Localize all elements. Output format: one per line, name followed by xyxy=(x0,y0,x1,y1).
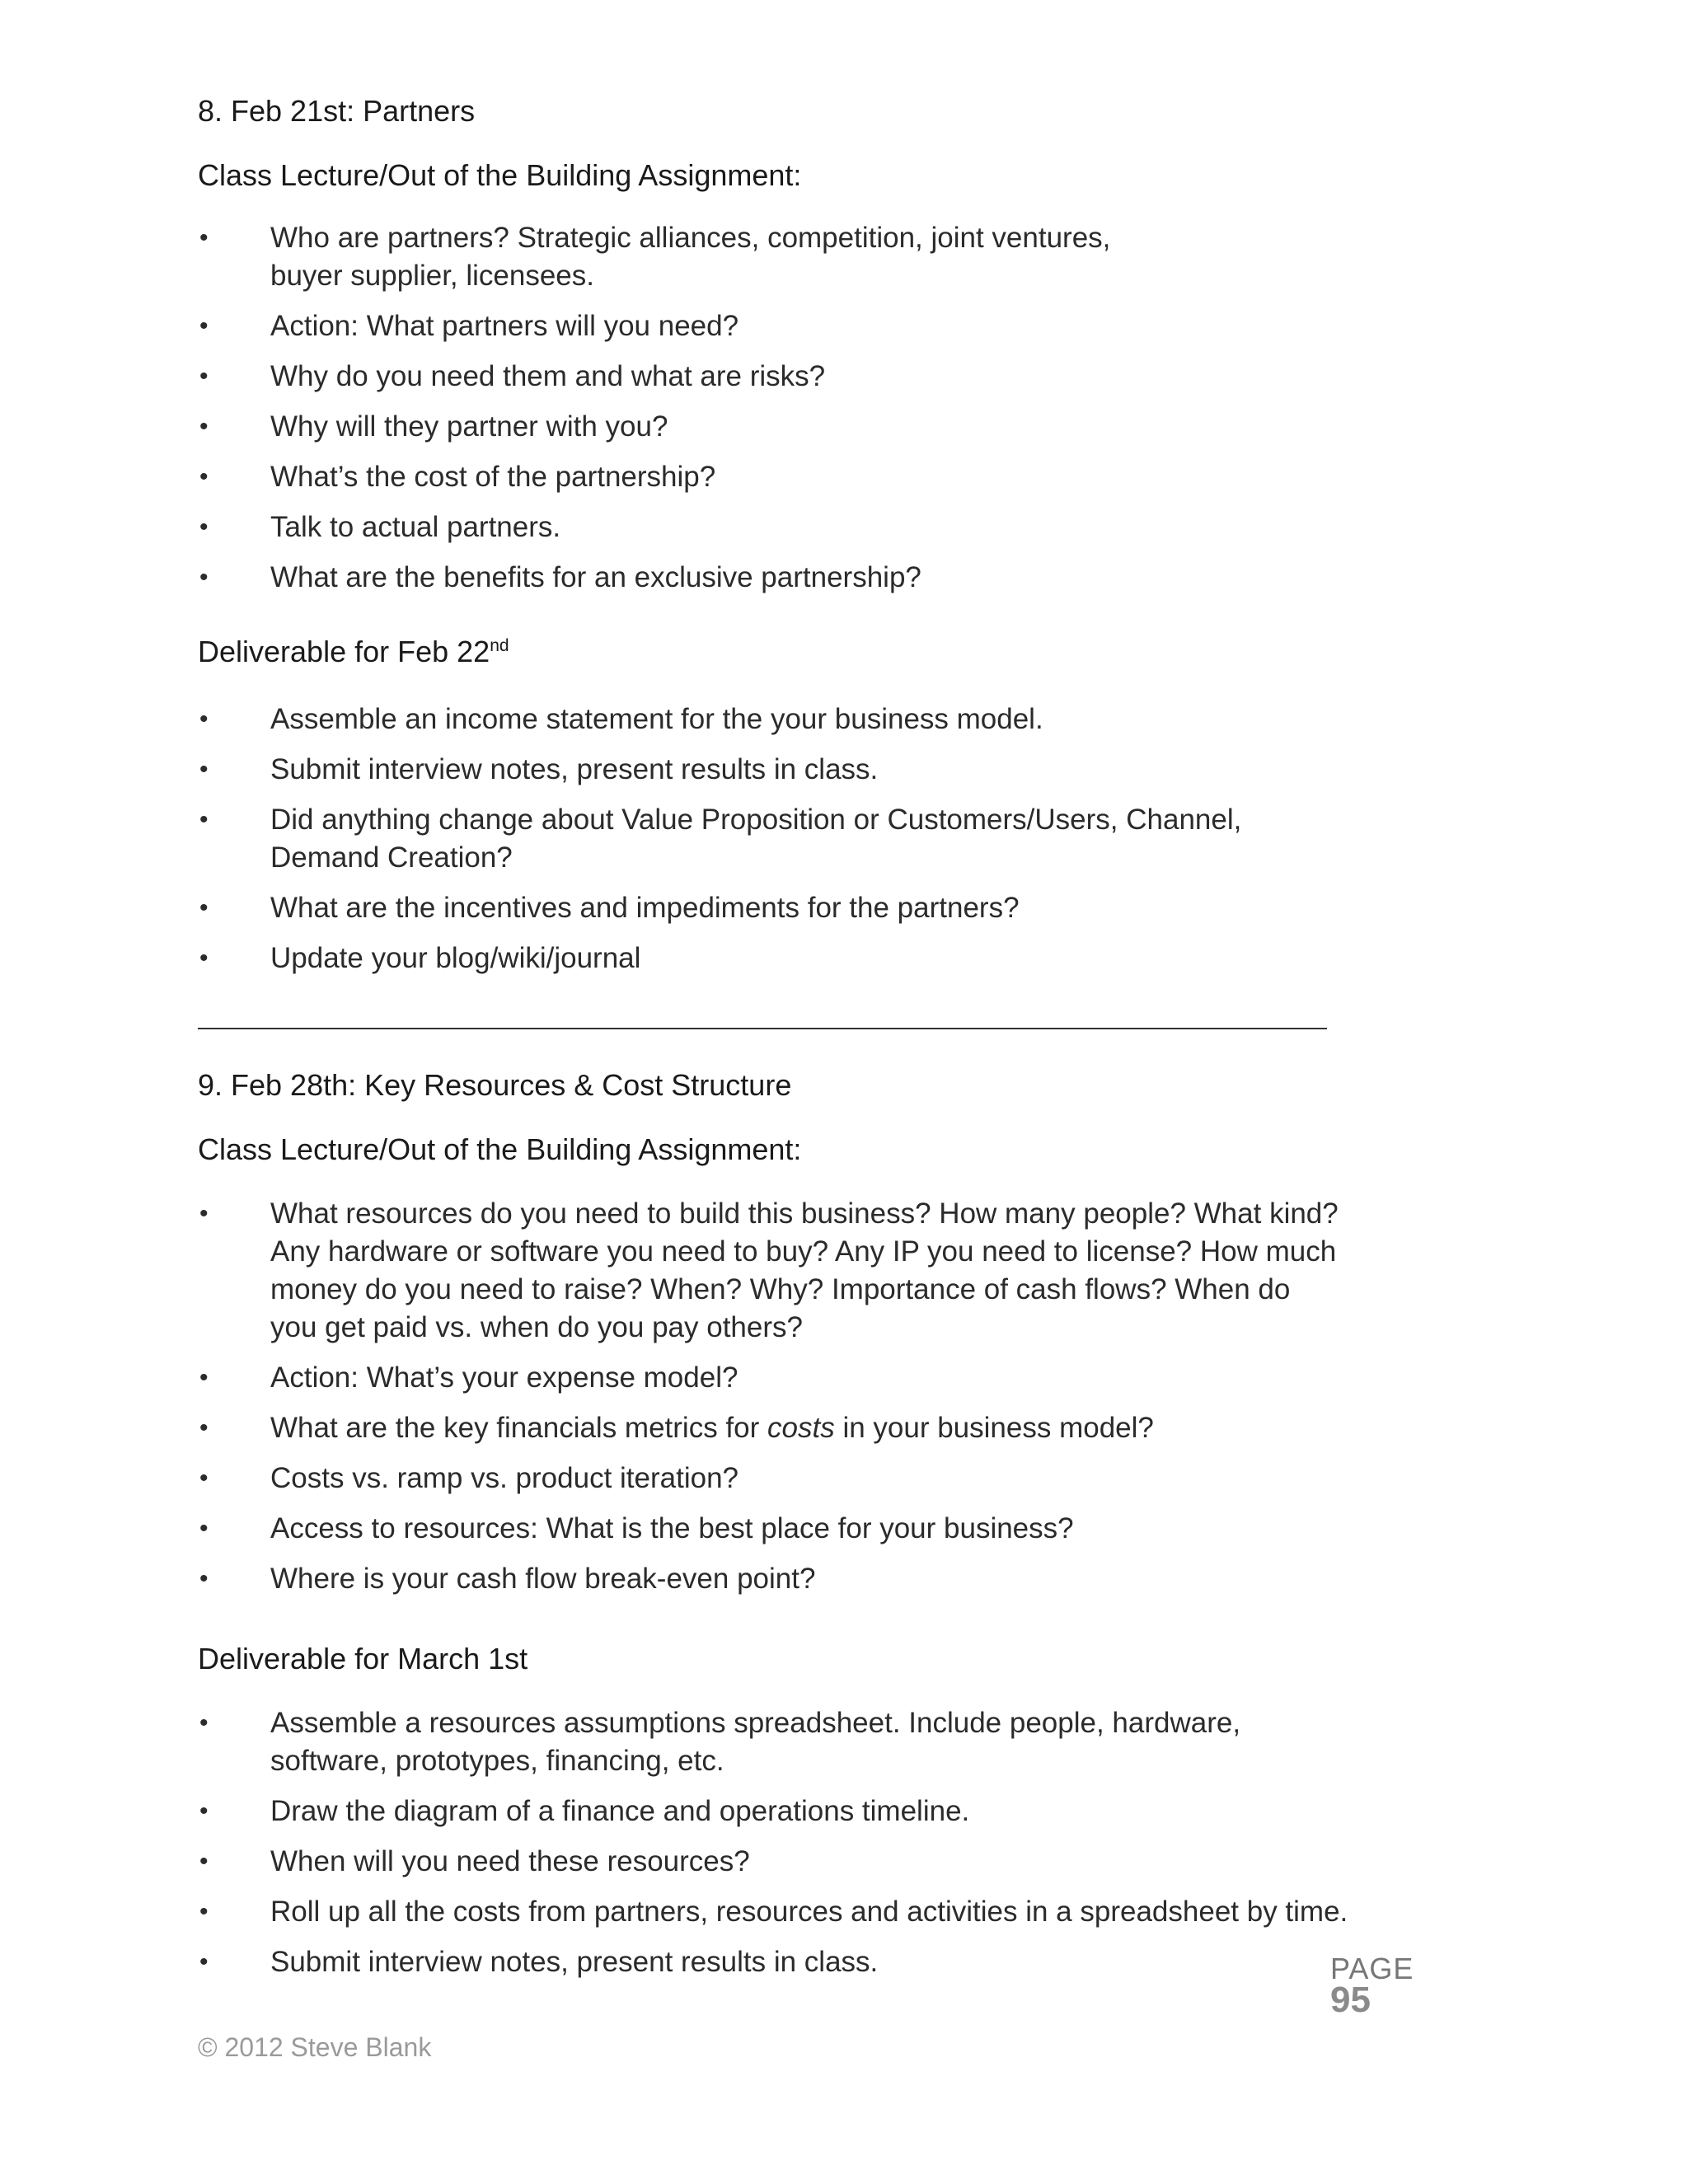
bullet-icon: • xyxy=(199,1565,209,1592)
list-item: • Action: What partners will you need? xyxy=(198,307,1401,345)
section-9-lecture-heading: Class Lecture/Out of the Building Assignment: xyxy=(198,1132,802,1166)
list-item: • When will you need these resources? xyxy=(198,1843,1401,1881)
bullet-icon: • xyxy=(199,894,209,921)
list-item: • Where is your cash flow break-even point? xyxy=(198,1560,1401,1598)
bullet-icon: • xyxy=(199,944,209,972)
list-item: • Assemble an income statement for the your business model. xyxy=(198,701,1401,738)
bullet-icon: • xyxy=(199,1848,209,1875)
bullet-icon: • xyxy=(199,224,209,251)
list-item: • Draw the diagram of a finance and operations timeline. xyxy=(198,1793,1401,1830)
bullet-icon: • xyxy=(199,463,209,490)
bullet-icon: • xyxy=(199,1465,209,1492)
bullet-icon: • xyxy=(199,1948,209,1975)
list-item: • Who are partners? Strategic alliances, competition, joint ventures, buyer supplier, licensees. xyxy=(198,219,1185,295)
list-item: • Access to resources: What is the best place for your business? xyxy=(198,1510,1401,1548)
list-item: • What are the key financials metrics for costs in your business model? xyxy=(198,1409,1401,1447)
list-item: • What resources do you need to build this business? How many people? What kind? Any hardware or software you need to buy? Any IP you need to license? How much money do you need to raise? When? Why? Importance of cash flows? When do you get paid vs. when do you pay others? xyxy=(198,1195,1342,1347)
section-9-title: 9. Feb 28th: Key Resources & Cost Structure xyxy=(198,1068,792,1102)
bullet-icon: • xyxy=(199,1515,209,1542)
bullet-icon: • xyxy=(199,413,209,440)
bullet-icon: • xyxy=(199,564,209,591)
list-item: • Why will they partner with you? xyxy=(198,408,1401,446)
bullet-icon: • xyxy=(199,312,209,340)
bullet-icon: • xyxy=(199,1414,209,1441)
bullet-icon: • xyxy=(199,363,209,390)
section-8-deliverable-heading: Deliverable for Feb 22nd xyxy=(198,635,509,668)
section-9-deliverable-heading: Deliverable for March 1st xyxy=(198,1642,528,1675)
list-item: • Costs vs. ramp vs. product iteration? xyxy=(198,1460,1401,1497)
list-item: • What’s the cost of the partnership? xyxy=(198,458,1401,496)
bullet-icon: • xyxy=(199,1364,209,1391)
list-item: • Roll up all the costs from partners, resources and activities in a spreadsheet by time. xyxy=(198,1893,1401,1931)
list-item: • Action: What’s your expense model? xyxy=(198,1359,1401,1397)
section-divider xyxy=(198,1028,1327,1029)
list-item: • What are the benefits for an exclusive partnership? xyxy=(198,559,1401,597)
section-8-deliverable-list xyxy=(198,701,1401,990)
section-9-deliverable-list xyxy=(198,1704,1401,1994)
list-item: • Why do you need them and what are risks? xyxy=(198,358,1401,396)
section-8-title: 8. Feb 21st: Partners xyxy=(198,94,476,128)
list-item: • Update your blog/wiki/journal xyxy=(198,940,1401,977)
list-item: • Submit interview notes, present results in class. xyxy=(198,1943,1401,1981)
list-item: • Submit interview notes, present results in class. xyxy=(198,751,1401,789)
list-item: • What are the incentives and impediments for the partners? xyxy=(198,889,1401,927)
bullet-icon: • xyxy=(199,806,209,833)
section-8-lecture-heading: Class Lecture/Out of the Building Assignment: xyxy=(198,158,802,192)
list-item: • Did anything change about Value Proposition or Customers/Users, Channel, Demand Creation? xyxy=(198,801,1251,877)
section-8-lecture-list xyxy=(198,219,1401,609)
page-number: 95 xyxy=(1330,1980,1371,2020)
bullet-icon: • xyxy=(199,513,209,541)
copyright: © 2012 Steve Blank xyxy=(198,2032,432,2062)
bullet-icon: • xyxy=(199,1709,209,1736)
list-item: • Talk to actual partners. xyxy=(198,509,1401,546)
page-label: PAGE xyxy=(1330,1952,1414,1985)
section-9-lecture-list xyxy=(198,1195,1401,1610)
bullet-icon: • xyxy=(199,705,209,733)
list-item: • Assemble a resources assumptions spreadsheet. Include people, hardware, software, prototypes, financing, etc. xyxy=(198,1704,1342,1780)
bullet-icon: • xyxy=(199,1200,209,1227)
bullet-icon: • xyxy=(199,1797,209,1825)
bullet-icon: • xyxy=(199,756,209,783)
bullet-icon: • xyxy=(199,1898,209,1925)
